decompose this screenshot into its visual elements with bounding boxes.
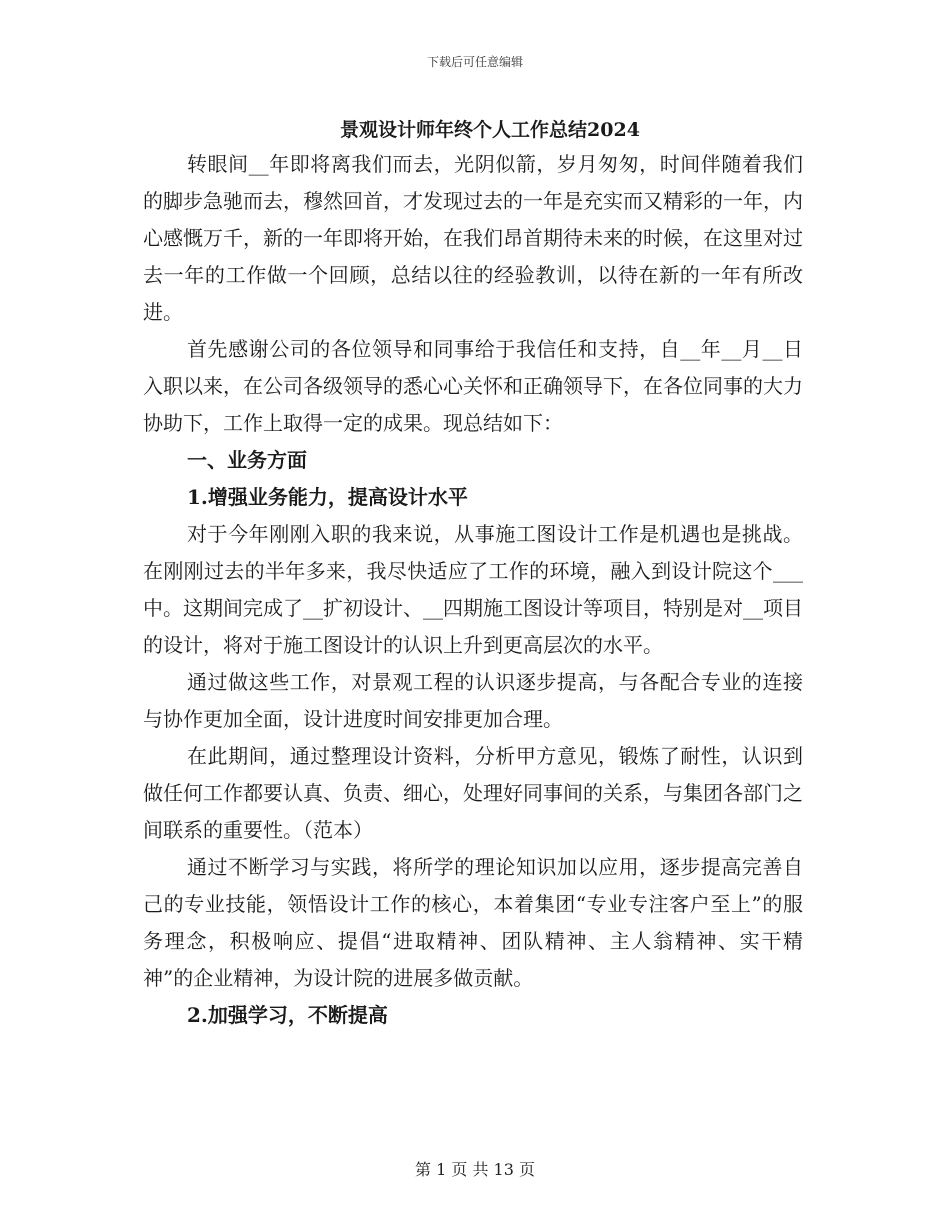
paragraph-body: 在此期间，通过整理设计资料，分析甲方意见，锻炼了耐性，认识到做任何工作都要认真、负责、细心，处理好同事间的关系，与集团各部门之间联系的重要性。（范本） [143, 744, 803, 842]
subsection-heading-1: 1.增强业务能力，提高设计水平 [187, 485, 468, 509]
paragraph-thanks: 首先感谢公司的各位领导和同事给于我信任和支持，自__年__月__日入职以来，在公司各级领导的悉心心关怀和正确领导下，在各位同事的大力协助下，工作上取得一定的成果。现总结如下： [143, 337, 803, 435]
paragraph-body: 通过做这些工作，对景观工程的认识逐步提高，与各配合专业的连接与协作更加全面，设计进度时间安排更加合理。 [143, 670, 803, 731]
document-body [143, 146, 803, 1034]
header-note: 下载后可任意编辑 [426, 55, 523, 69]
paragraph-body: 对于今年刚刚入职的我来说，从事施工图设计工作是机遇也是挑战。在刚刚过去的半年多来，我尽快适应了工作的环境，融入到设计院这个___中。这期间完成了__扩初设计、__四期施工图设计等项目，特别是对__项目的设计，将对于施工图设计的认识上升到更高层次的水平。 [143, 522, 803, 657]
document-title: 景观设计师年终个人工作总结2024 [340, 119, 640, 141]
paragraph-body: 通过不断学习与实践，将所学的理论知识加以应用，逐步提高完善自己的专业技能，领悟设计工作的核心，本着集团“专业专注客户至上”的服务理念，积极响应、提倡“进取精神、团队精神、主人翁精神、实干精神”的企业精神，为设计院的进展多做贡献。 [143, 855, 803, 990]
page-footer: 第 1 页 共 13 页 [415, 1160, 535, 1179]
paragraph-intro: 转眼间__年即将离我们而去，光阴似箭，岁月匆匆，时间伴随着我们的脚步急驰而去，穆然回首，才发现过去的一年是充实而又精彩的一年，内心感慨万千，新的一年即将开始，在我们昂首期待未来的时候，在这里对过去一年的工作做一个回顾，总结以往的经验教训，以待在新的一年有所改进。 [143, 152, 803, 324]
section-heading-business: 一、业务方面 [187, 448, 307, 472]
subsection-heading-2: 2.加强学习，不断提高 [187, 1003, 388, 1027]
